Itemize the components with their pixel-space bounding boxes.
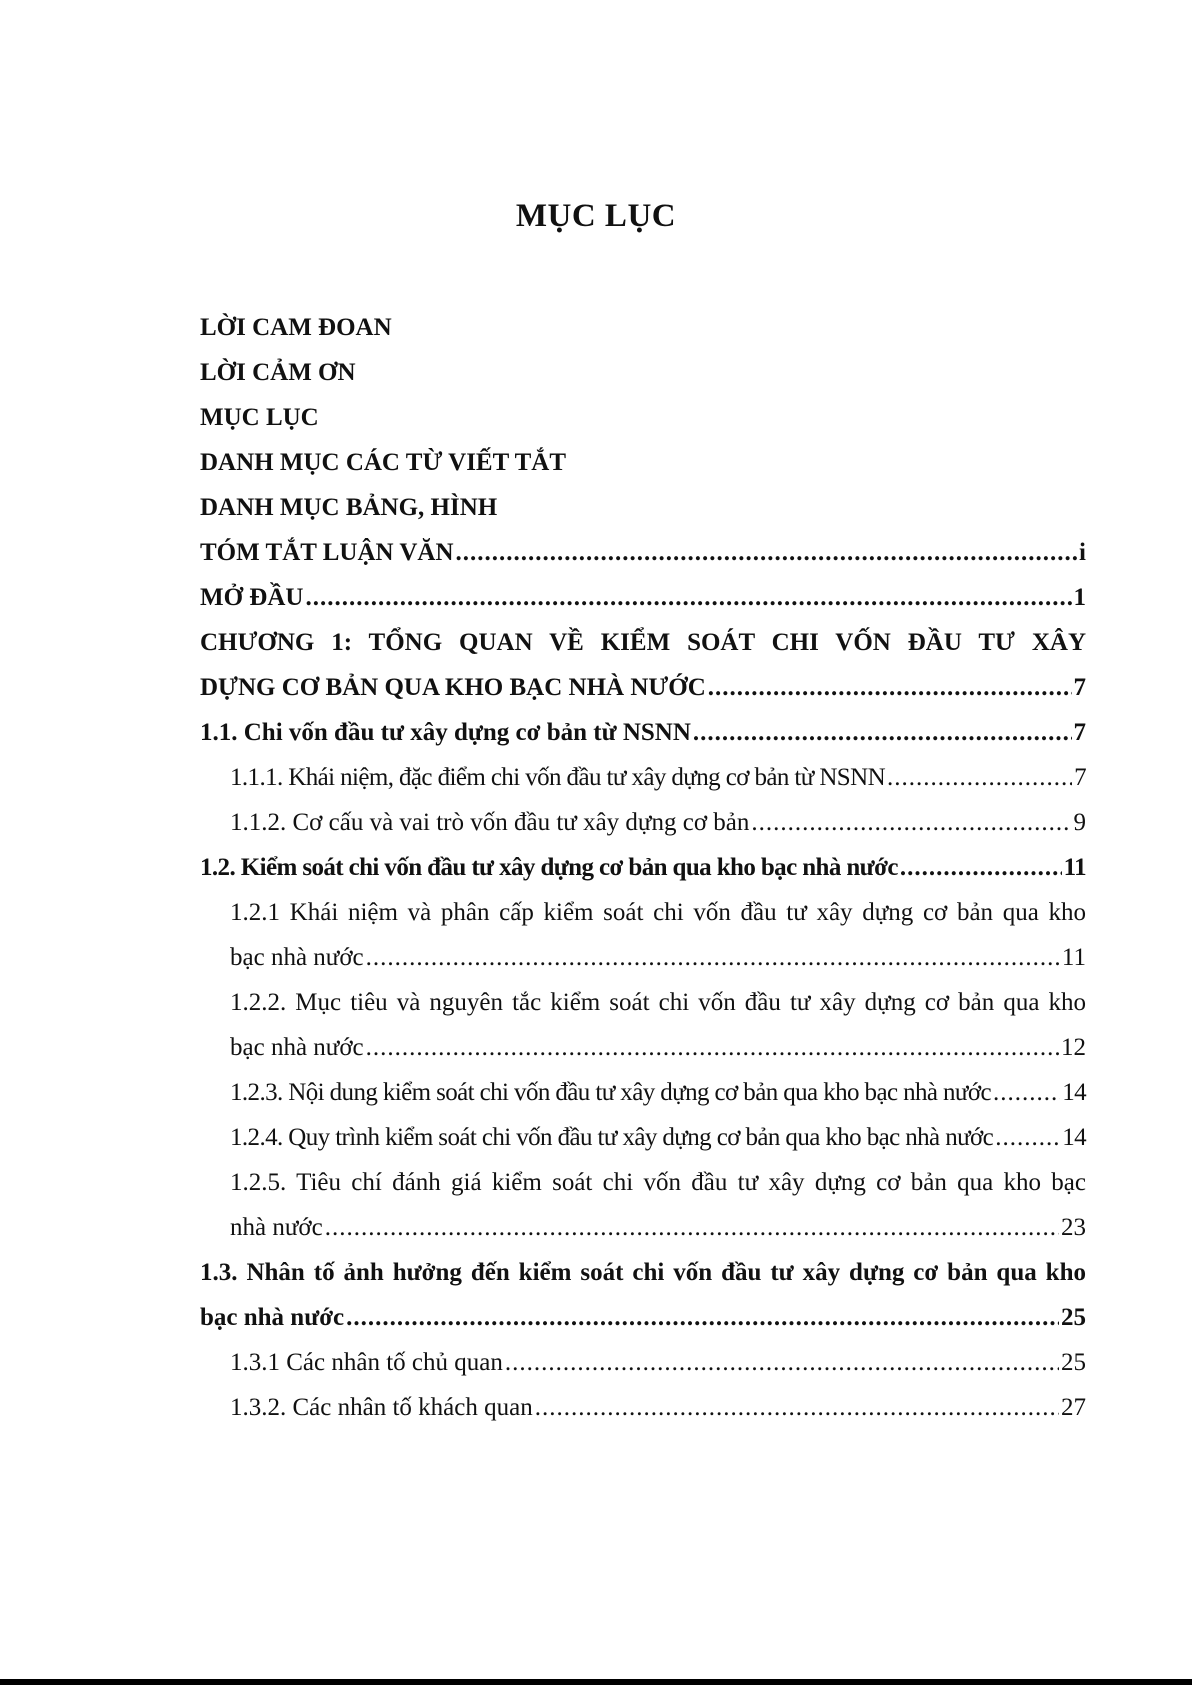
- dot-leader: [693, 710, 1072, 755]
- toc-entry-label: 1.2.1 Khái niệm và phân cấp kiểm soát chi vốn đầu tư xây dựng cơ bản qua kho: [230, 899, 1086, 926]
- toc-entry: [200, 1250, 1086, 1295]
- toc-entry-label: DANH MỤC CÁC TỪ VIẾT TẮT: [200, 449, 567, 476]
- dot-leader: [366, 935, 1060, 980]
- dot-leader: [505, 1340, 1059, 1385]
- toc-entry: [200, 440, 1086, 485]
- toc-entry-continuation: [200, 1295, 1086, 1340]
- toc-page-number: 9: [1073, 809, 1086, 836]
- toc-entry: [200, 1160, 1086, 1205]
- toc-entry-label: 1.3.1 Các nhân tố chủ quan: [230, 1349, 503, 1376]
- toc-entry: [200, 800, 1086, 845]
- toc-entry-label: LỜI CẢM ƠN: [200, 359, 356, 386]
- toc-entry: [200, 1385, 1086, 1430]
- dot-leader: [346, 1295, 1059, 1340]
- toc-page-number: 14: [1062, 1124, 1086, 1151]
- toc-entry-label: 1.2.2. Mục tiêu và nguyên tắc kiểm soát chi vốn đầu tư xây dựng cơ bản qua kho: [230, 989, 1086, 1016]
- toc-page-number: 7: [1073, 719, 1086, 746]
- toc-entry: [200, 845, 1086, 890]
- toc-entry-label: LỜI CAM ĐOAN: [200, 314, 392, 341]
- dot-leader: [305, 575, 1071, 620]
- toc-page-number: 23: [1061, 1214, 1086, 1241]
- toc-entry-continuation: [200, 1025, 1086, 1070]
- toc-page-number: 7: [1074, 764, 1086, 791]
- toc-entry-label: 1.1.2. Cơ cấu và vai trò vốn đầu tư xây dựng cơ bản: [230, 809, 750, 836]
- toc-entry: [200, 890, 1086, 935]
- toc-entry: [200, 485, 1086, 530]
- toc-entry: [200, 1070, 1086, 1115]
- toc-page-number: 11: [1063, 854, 1086, 881]
- toc-entry: [200, 395, 1086, 440]
- toc-entry-label: bạc nhà nước: [230, 1034, 364, 1061]
- dot-leader: [751, 800, 1071, 845]
- toc-entry-label: 1.2.4. Quy trình kiểm soát chi vốn đầu tư xây dựng cơ bản qua kho bạc nhà nước: [230, 1124, 994, 1151]
- toc-page-number: 25: [1061, 1349, 1086, 1376]
- toc-entry-label: nhà nước: [230, 1214, 323, 1241]
- dot-leader: [708, 665, 1072, 710]
- toc-page-number: 12: [1061, 1034, 1086, 1061]
- toc-entry: [200, 755, 1086, 800]
- toc-page-number: 27: [1061, 1394, 1086, 1421]
- toc-entry: [200, 350, 1086, 395]
- page-title: MỤC LỤC: [515, 198, 677, 234]
- table-of-contents: [200, 305, 1086, 1430]
- bottom-edge-rule: [0, 1679, 1192, 1685]
- toc-entry-label: CHƯƠNG 1: TỔNG QUAN VỀ KIỂM SOÁT CHI VỐN ĐẦU TƯ XÂY: [200, 629, 1086, 656]
- toc-entry-continuation: [200, 935, 1086, 980]
- dot-leader: [456, 530, 1078, 575]
- toc-entry: [200, 1340, 1086, 1385]
- dot-leader: [535, 1385, 1059, 1430]
- dot-leader: [995, 1115, 1060, 1160]
- toc-page-number: i: [1079, 539, 1086, 566]
- toc-page-number: 1: [1073, 584, 1086, 611]
- toc-entry-continuation: [200, 1205, 1086, 1250]
- toc-entry-label: 1.3. Nhân tố ảnh hưởng đến kiểm soát chi vốn đầu tư xây dựng cơ bản qua kho: [200, 1259, 1086, 1286]
- toc-page-number: 7: [1073, 674, 1086, 701]
- toc-entry: [200, 1115, 1086, 1160]
- toc-entry-label: MỤC LỤC: [200, 404, 319, 431]
- toc-entry: [200, 980, 1086, 1025]
- toc-page-number: 11: [1061, 944, 1086, 971]
- toc-entry: [200, 710, 1086, 755]
- toc-entry-label: 1.1.1. Khái niệm, đặc điểm chi vốn đầu tư xây dựng cơ bản từ NSNN: [230, 764, 886, 791]
- dot-leader: [900, 845, 1062, 890]
- toc-entry-label: DANH MỤC BẢNG, HÌNH: [200, 494, 498, 521]
- toc-entry-label: 1.2. Kiểm soát chi vốn đầu tư xây dựng cơ bản qua kho bạc nhà nước: [200, 854, 898, 881]
- toc-entry-label: 1.3.2. Các nhân tố khách quan: [230, 1394, 533, 1421]
- toc-entry-continuation: [200, 665, 1086, 710]
- toc-entry: [200, 530, 1086, 575]
- toc-entry: [200, 620, 1086, 665]
- toc-entry: [200, 305, 1086, 350]
- toc-entry-label: TÓM TẮT LUẬN VĂN: [200, 539, 454, 566]
- toc-entry-label: 1.1. Chi vốn đầu tư xây dựng cơ bản từ NSNN: [200, 719, 691, 746]
- toc-entry: [200, 575, 1086, 620]
- toc-entry-label: 1.2.5. Tiêu chí đánh giá kiểm soát chi vốn đầu tư xây dựng cơ bản qua kho bạc: [230, 1169, 1086, 1196]
- dot-leader: [993, 1070, 1060, 1115]
- toc-entry-label: bạc nhà nước: [200, 1304, 345, 1331]
- toc-entry-label: MỞ ĐẦU: [200, 584, 304, 611]
- toc-entry-label: DỰNG CƠ BẢN QUA KHO BẠC NHÀ NƯỚC: [200, 674, 706, 701]
- toc-page-number: 14: [1062, 1079, 1086, 1106]
- dot-leader: [366, 1025, 1059, 1070]
- toc-entry-label: bạc nhà nước: [230, 944, 364, 971]
- dot-leader: [887, 755, 1072, 800]
- toc-page-number: 25: [1061, 1304, 1086, 1331]
- dot-leader: [325, 1205, 1059, 1250]
- toc-entry-label: 1.2.3. Nội dung kiểm soát chi vốn đầu tư xây dựng cơ bản qua kho bạc nhà nước: [230, 1079, 992, 1106]
